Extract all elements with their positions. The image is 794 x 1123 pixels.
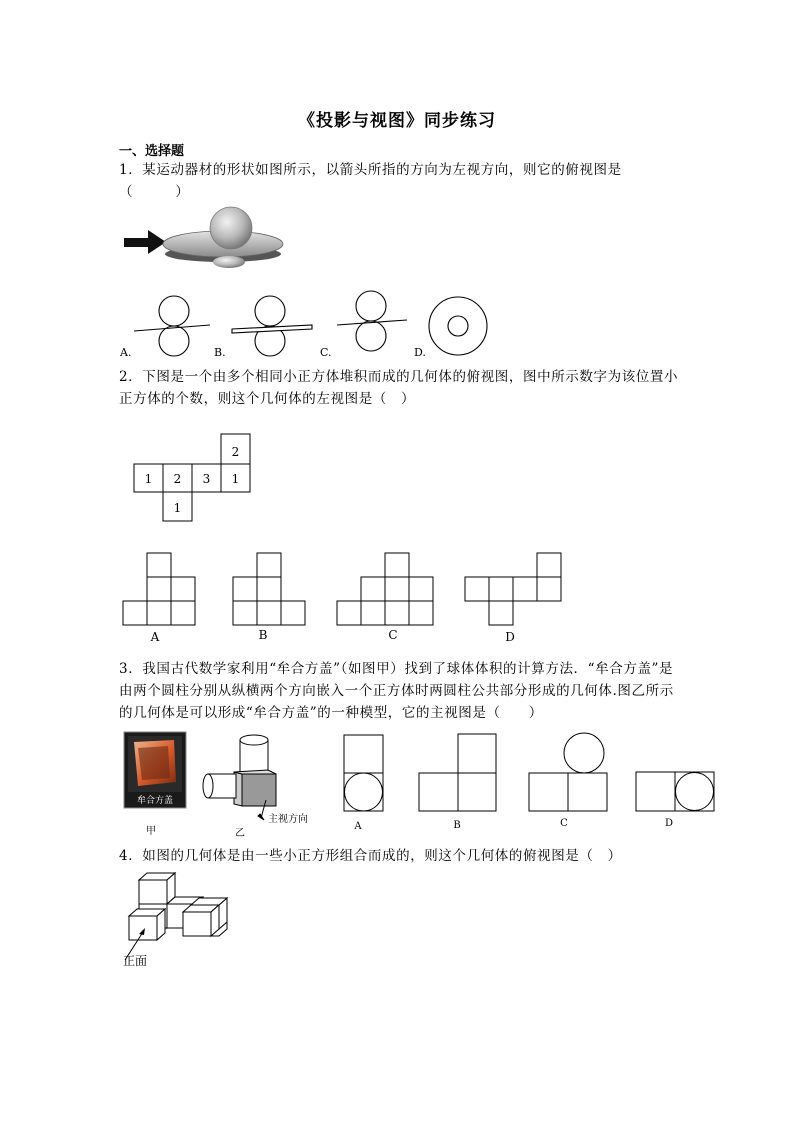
view-direction-label: 主视方向 [268,814,308,825]
question-4-text: 4．如图的几何体是由一些小正方形组合而成的，则这个几何体的俯视图是（ ） [119,848,622,864]
photo-caption: 牟合方盖 [136,796,174,806]
q1-option-b-label: B. [214,346,226,359]
cylinder-cube-model [203,735,276,820]
grid-number: 1 [144,472,153,486]
fig-yi-label: 乙 [235,828,245,839]
grid-number: 3 [202,472,211,486]
page-title: 《投影与视图》同步练习 [298,111,496,131]
q1-option-c-label: C. [320,346,332,359]
q2-top-view-grid [130,430,260,525]
q2-option-d-label: D [505,630,515,644]
mouhe-fanggai-photo [124,732,186,808]
q2-option-c-label: C [388,628,398,642]
grid-number: 2 [173,472,182,486]
section-heading: 一、选择题 [119,144,185,159]
q2-option-b-label: B [258,628,268,642]
question-3-text: 3．我国古代数学家利用“牟合方盖”（如图甲）找到了球体体积的计算方法．“牟合方盖”是由两个圆柱分别从纵横两个方向嵌入一个正方体时两圆柱公共部分形成的几何体.图乙所示的几何体是可以形成“牟合方盖”的一种模型，它的主视图是（ ） [119,661,674,721]
q3-figures [118,728,728,840]
ball-ring-object [163,207,283,268]
q1-options [112,285,502,365]
q3-option-d-label: D [664,818,674,829]
arrow-icon [124,230,166,254]
q3-option-a-label: A [354,821,362,832]
q1-figure [110,200,300,280]
q1-option-d-label: D. [414,346,426,359]
question-1-text: 1．某运动器材的形状如图所示，以箭头所指的方向为左视方向，则它的俯视图是（ ） [119,162,622,200]
front-label: 正面 [123,954,148,968]
q2-option-a-label: A [150,630,160,644]
q3-option-b-label: B [453,820,461,831]
q3-option-c-label: C [560,818,568,829]
grid-number: 1 [231,472,240,486]
q4-figure [115,868,240,970]
grid-number: 1 [173,501,182,515]
grid-number: 2 [231,445,240,459]
q2-options [115,548,575,648]
question-2-text: 2．下图是一个由多个相同小正方体堆积而成的几何体的俯视图，图中所示数字为该位置小正方体的个数，则这个几何体的左视图是（ ） [119,369,679,407]
q1-option-a-label: A. [120,346,132,359]
fig-jia-label: 甲 [146,826,156,837]
